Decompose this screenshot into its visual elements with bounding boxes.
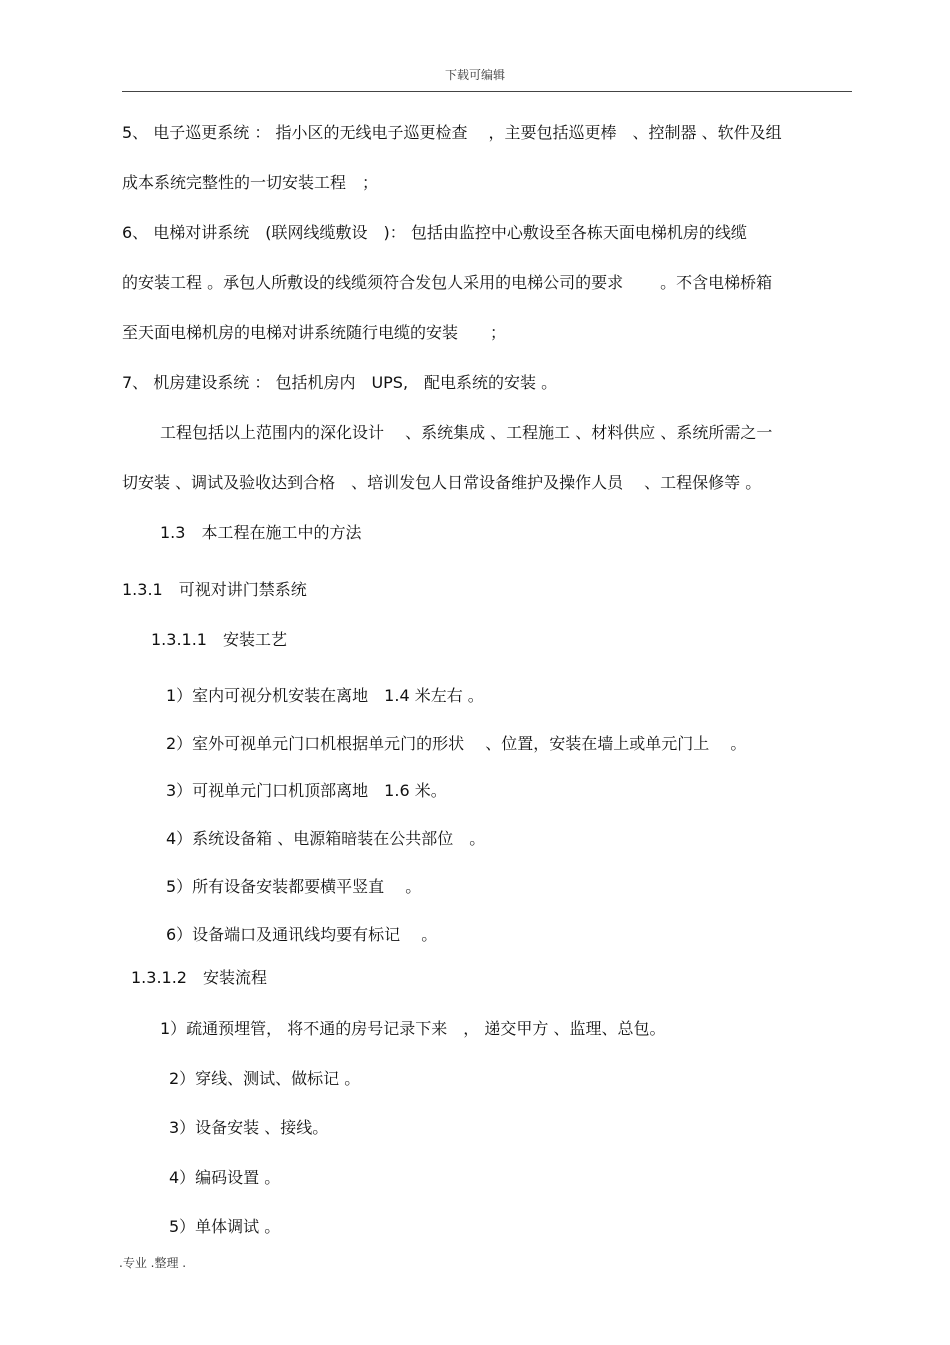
scope-paragraph-line-1: 工程包括以上范围内的深化设计 、系统集成 、工程施工 、材料供应 、系统所需之一 bbox=[160, 423, 773, 442]
paragraph-6-line-3: 至天面电梯机房的电梯对讲系统随行电缆的安装 ； bbox=[122, 323, 507, 342]
craft-item-6: 6）设备端口及通讯线均要有标记 。 bbox=[166, 925, 438, 944]
craft-item-3: 3）可视单元门口机顶部离地 1.6 米。 bbox=[166, 781, 447, 800]
section-heading-1-3-1-2: 1.3.1.2 安装流程 bbox=[131, 968, 267, 987]
flow-item-4: 4）编码设置 。 bbox=[169, 1168, 281, 1187]
page-footer: .专业 .整理 . bbox=[119, 1256, 187, 1270]
craft-item-2: 2）室外可视单元门口机根据单元门的形状 、位置，安装在墙上或单元门上 。 bbox=[166, 734, 747, 753]
header-divider bbox=[122, 91, 852, 92]
craft-item-1: 1）室内可视分机安装在离地 1.4 米左右 。 bbox=[166, 686, 484, 705]
paragraph-6-line-2: 的安装工程 。承包人所敷设的线缆须符合发包人采用的电梯公司的要求 。不含电梯桥箱 bbox=[122, 273, 773, 292]
craft-item-4: 4）系统设备箱 、电源箱暗装在公共部位 。 bbox=[166, 829, 486, 848]
section-heading-1-3-1-1: 1.3.1.1 安装工艺 bbox=[151, 630, 287, 649]
flow-item-2: 2）穿线、测试、做标记 。 bbox=[169, 1069, 361, 1088]
craft-item-5: 5）所有设备安装都要横平竖直 。 bbox=[166, 877, 422, 896]
page-header: 下载可编辑 bbox=[444, 68, 505, 82]
scope-paragraph-line-2: 切安装 、调试及验收达到合格 、培训发包人日常设备维护及操作人员 、工程保修等 。 bbox=[122, 473, 762, 492]
paragraph-5-line-2: 成本系统完整性的一切安装工程 ； bbox=[122, 173, 379, 192]
paragraph-7-line-1: 7、 机房建设系统 ： 包括机房内 UPS, 配电系统的安装 。 bbox=[122, 373, 558, 392]
flow-item-1: 1）疏通预埋管， 将不通的房号记录下来 ， 递交甲方 、监理、总包。 bbox=[160, 1019, 666, 1038]
section-heading-1-3: 1.3 本工程在施工中的方法 bbox=[160, 523, 362, 542]
flow-item-3: 3）设备安装 、接线。 bbox=[169, 1118, 329, 1137]
paragraph-5-line-1: 5、 电子巡更系统 ： 指小区的无线电子巡更检查 ，主要包括巡更棒 、控制器 、软件及组 bbox=[122, 123, 782, 142]
section-heading-1-3-1: 1.3.1 可视对讲门禁系统 bbox=[122, 580, 307, 599]
flow-item-5: 5）单体调试 。 bbox=[169, 1217, 281, 1236]
paragraph-6-line-1: 6、 电梯对讲系统 (联网线缆敷设 )： 包括由监控中心敷设至各栋天面电梯机房的线缆 bbox=[122, 223, 747, 242]
